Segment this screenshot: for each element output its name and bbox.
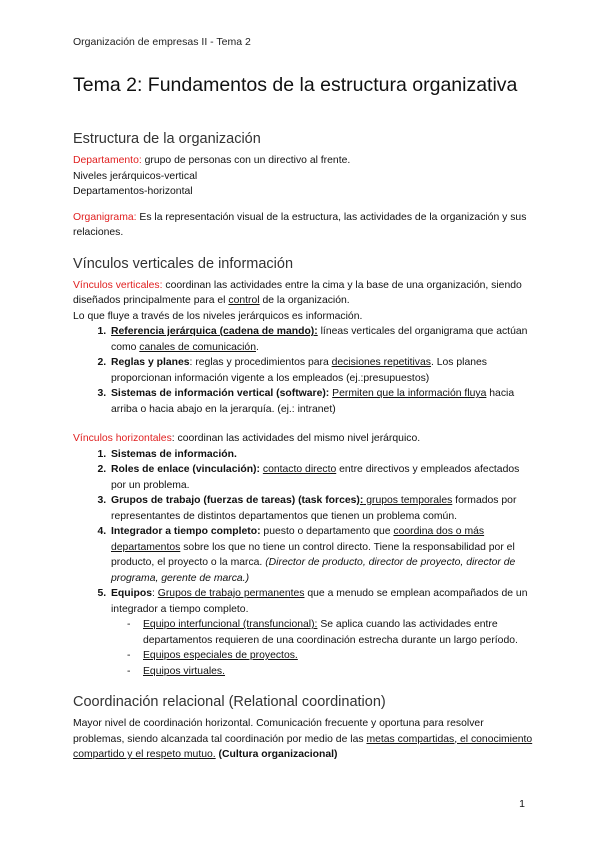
list-item: 4. Integrador a tiempo completo: puesto o departamento que coordina dos o más departamentos sobre los que no tiene un control directo. Tiene la responsabilidad por el producto, el proyecto o la marca. (Director de producto, director de proyecto, director de programa, gerente de marca.) [109,524,533,586]
departamento-definition: Departamento: grupo de personas con un directivo al frente. [73,155,351,166]
departamentos-line: Departamentos-horizontal [73,186,193,197]
list-item: - Equipos especiales de proyectos. [143,648,533,664]
list-item: - Equipo interfuncional (transfuncional): Se aplica cuando las actividades entre departamentos requieren de una coordinación estrecha durante un largo período. [143,617,533,648]
document-body [73,130,533,763]
term-vinculos-horizontales: Vínculos horizontales [73,433,172,444]
horizontal-links-list [73,447,533,618]
vinculos-horizontales-definition: Vínculos horizontales: coordinan las actividades del mismo nivel jerárquico. [73,433,421,444]
list-item: 2. Reglas y planes: reglas y procedimientos para decisiones repetitivas. Los planes proporcionan información vigente a los empleados (ej.:presupuestos) [109,355,533,386]
running-header: Organización de empresas II - Tema 2 [73,36,251,48]
list-item: - Equipos virtuales. [143,664,533,680]
list-item: 3. Sistemas de información vertical (software): Permiten que la información fluya hacia arriba o hacia abajo en la jerarquía. (ej.: intranet) [109,386,533,417]
list-item: 5. Equipos: Grupos de trabajo permanentes que a menudo se emplean acompañados de un integrador a tiempo completo. [109,586,533,617]
term-vinculos-verticales: Vínculos verticales: [73,279,163,291]
coordinacion-relacional-text: Mayor nivel de coordinación horizontal. Comunicación frecuente y oportuna para resolver problemas, siendo alcanzada tal coordinación por medio de las metas compartidas, el conocimiento compartido y el respeto mutuo. (Cultura organizacional) [73,718,533,760]
heading-estructura: Estructura de la organización [73,131,261,147]
list-item: 1. Referencia jerárquica (cadena de mando): líneas verticales del organigrama que actúan como canales de comunicación. [109,324,533,355]
equipos-sublist [73,617,533,679]
niveles-line: Niveles jerárquicos-vertical [73,170,198,182]
heading-coordinacion-relacional: Coordinación relacional (Relational coordination) [73,694,386,710]
list-item: 1. Sistemas de información. [109,447,533,463]
list-item: 3. Grupos de trabajo (fuerzas de tareas) (task forces): grupos temporales formados por representantes de distintos departamentos que tienen un problema común. [109,493,533,524]
list-item: 2. Roles de enlace (vinculación): contacto directo entre directivos y empleados afectados por un problema. [109,462,533,493]
page-number: 1 [519,798,525,810]
vertical-links-list [73,324,533,417]
document-title: Tema 2: Fundamentos de la estructura organizativa [73,74,518,96]
term-departamento: Departamento: [73,155,142,166]
heading-vinculos-verticales: Vínculos verticales de información [73,255,294,272]
term-organigrama: Organigrama: [73,211,137,223]
information-flow-intro: Lo que fluye a través de los niveles jerárquicos es información. [73,310,363,322]
vinculos-verticales-definition: Vínculos verticales: coordinan las actividades entre la cima y la base de una organización, siendo diseñados principalmente para el control de la organización. [73,279,522,306]
organigrama-definition: Organigrama: Es la representación visual de la estructura, las actividades de la organización y sus relaciones. [73,211,527,238]
